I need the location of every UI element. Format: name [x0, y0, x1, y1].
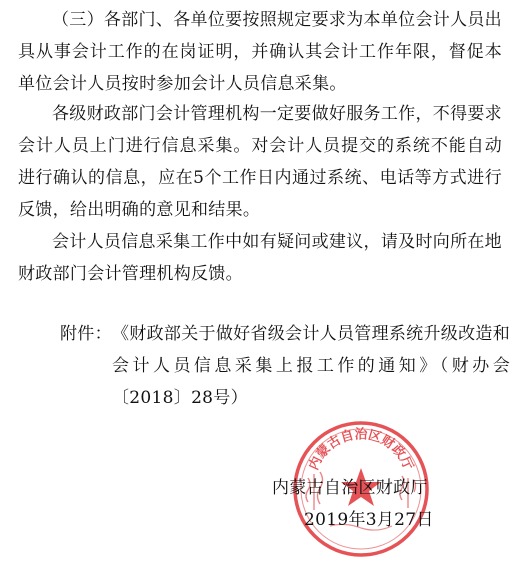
- issuing-authority: 内蒙古自治区财政厅: [272, 478, 428, 498]
- paragraph-service-requirements: 各级财政部门会计管理机构一定要做好服务工作，不得要求会计人员上门进行信息采集。对会计人员提交的系统不能自动进行确认的信息，应在5个工作日内通过系统、电话等方式进行反馈，给出明确的意见和结果。: [18, 104, 502, 220]
- issue-date: 2019年3月27日: [304, 510, 434, 530]
- svg-text:内蒙古自治区财政厅: [306, 426, 417, 472]
- paragraph-feedback-contact: 会计人员信息采集工作中如有疑问或建议，请及时向所在地财政部门会计管理机构反馈。: [18, 232, 502, 284]
- paragraph-instructions: （三）各部门、各单位要按照规定要求为本单位会计人员出具从事会计工作的在岗证明，并确认其会计工作年限，督促本单位会计人员按时参加会计人员信息采集。: [18, 10, 502, 94]
- attachment-label: 附件：: [60, 324, 112, 344]
- attachment-title: 《财政部关于做好省级会计人员管理系统升级改造和会计人员信息采集上报工作的通知》（财办会〔2018〕28号）: [112, 324, 510, 408]
- seal-arc-text: 内蒙古自治区财政厅: [306, 427, 416, 473]
